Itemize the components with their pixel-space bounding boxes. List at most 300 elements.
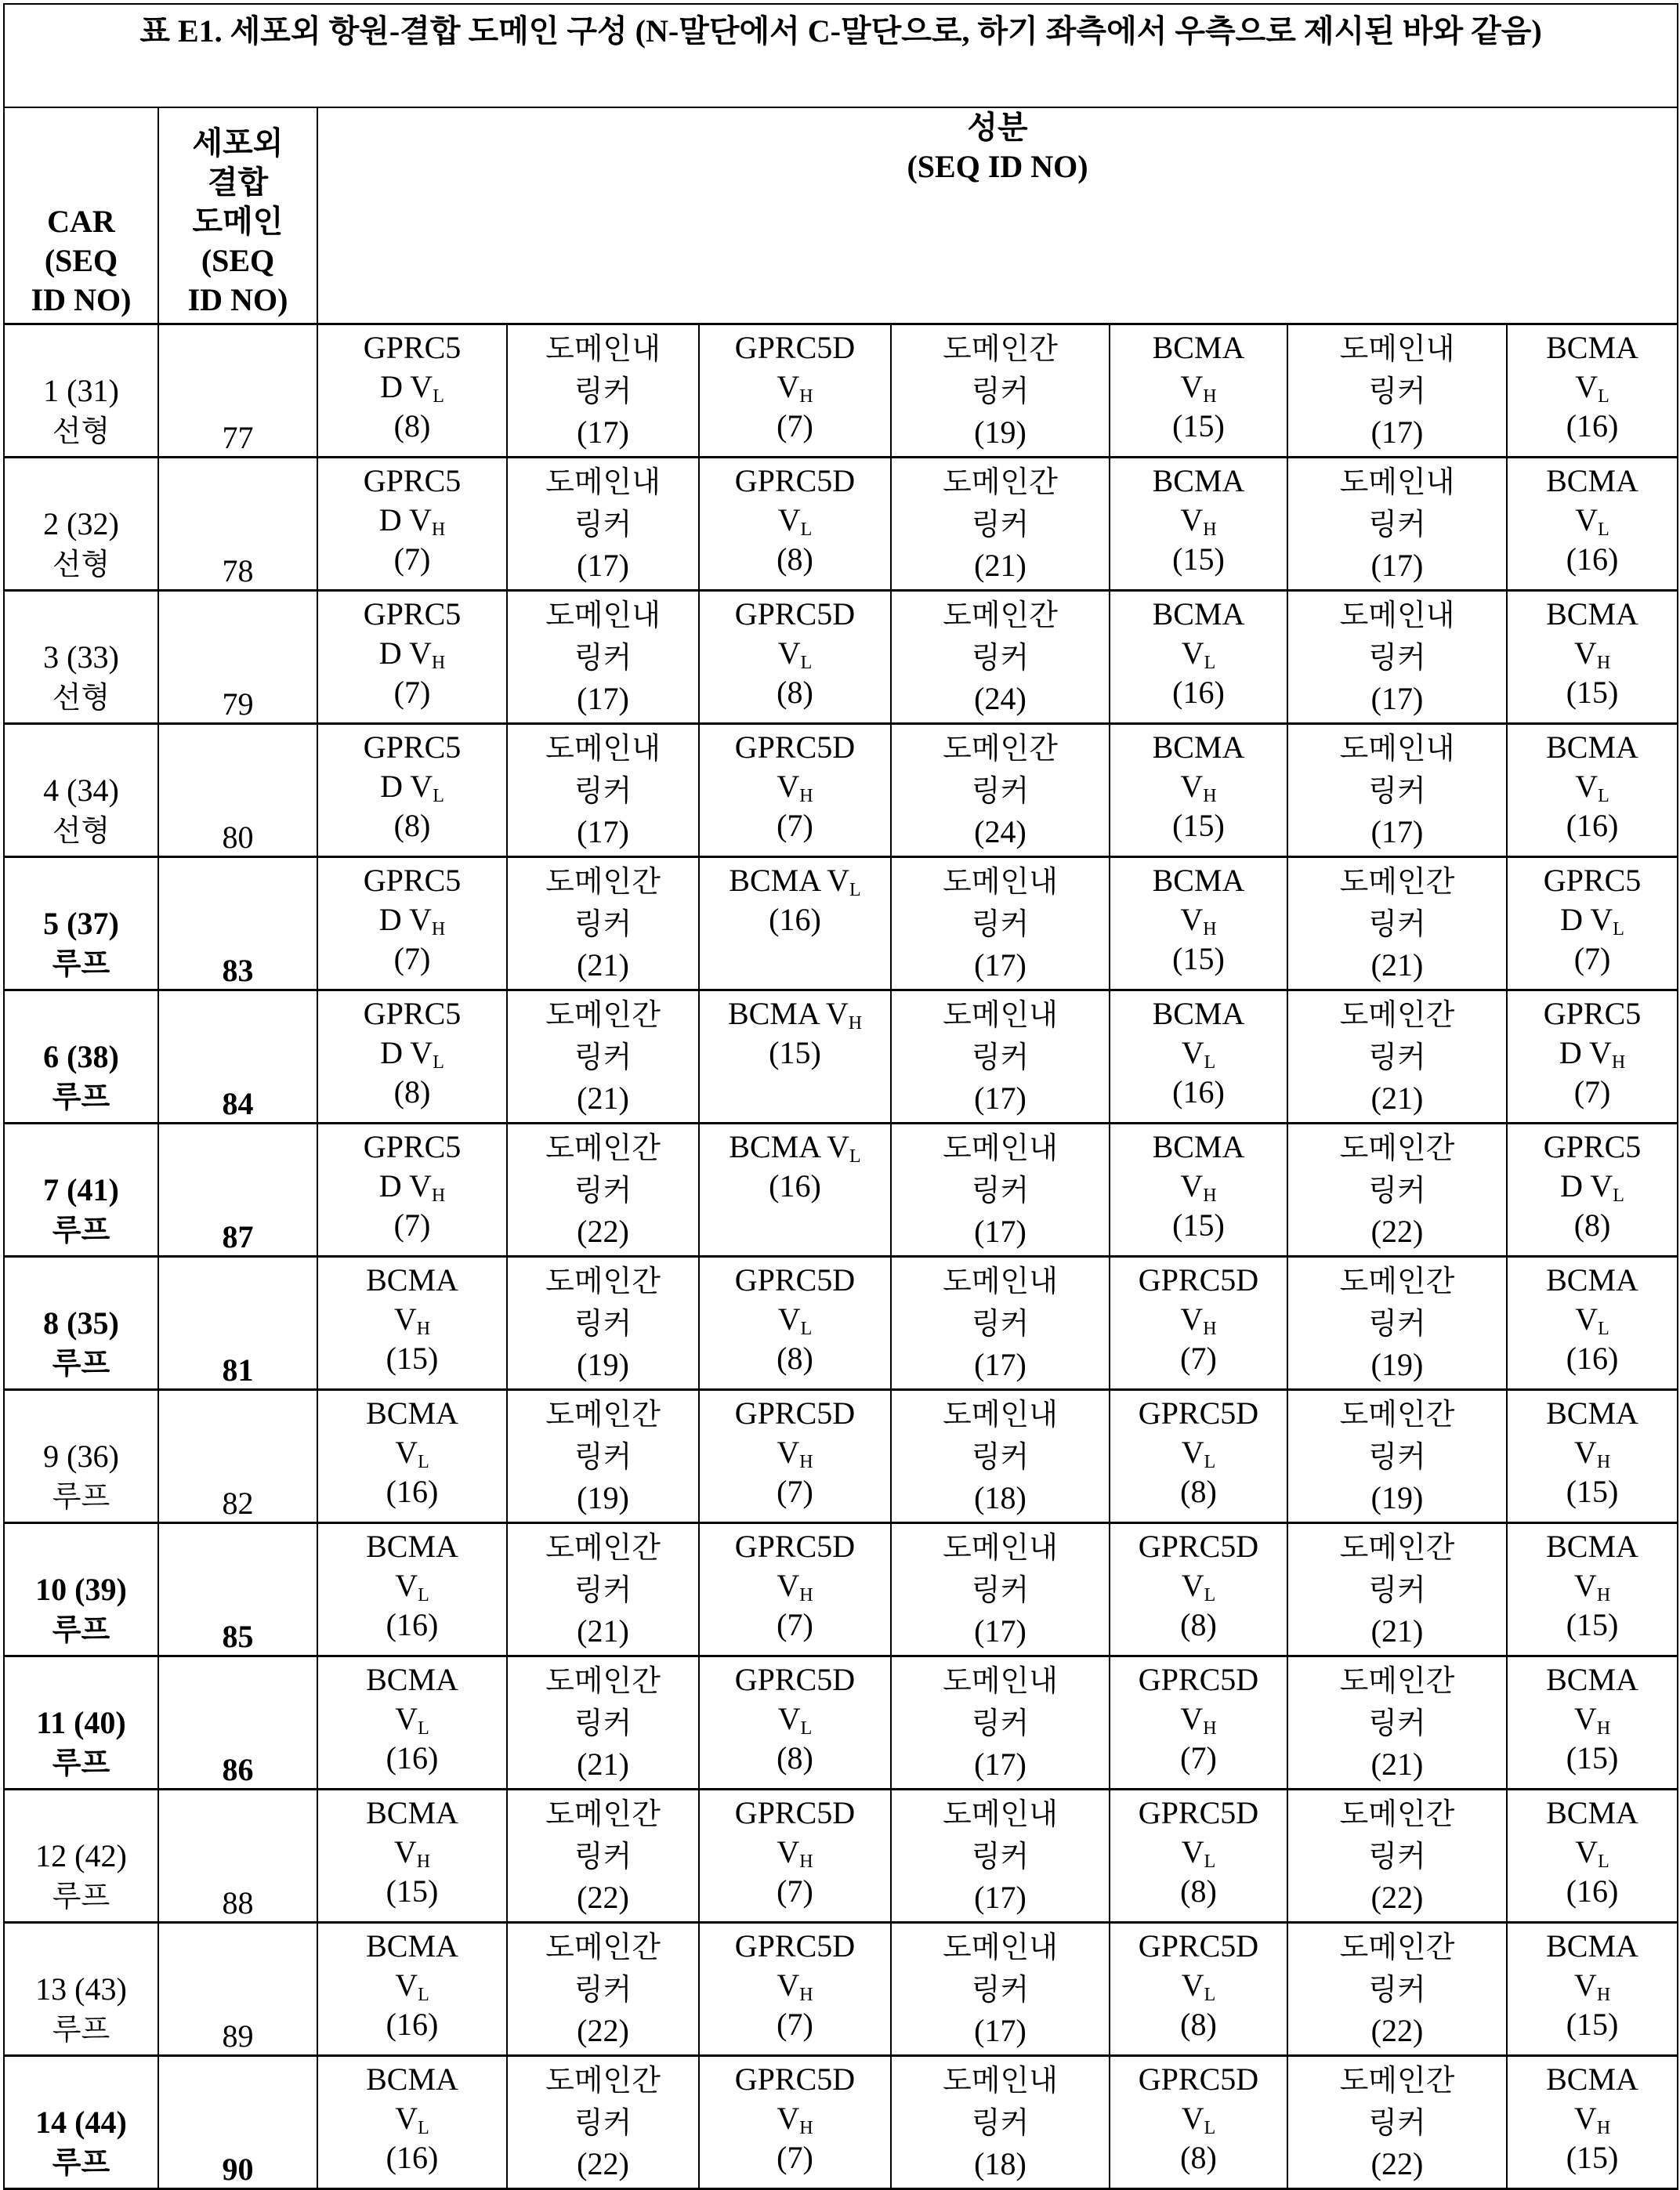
component-seq-id: (15): [1110, 1206, 1287, 1245]
component-text: 링커: [972, 775, 1029, 808]
component-label: [318, 1128, 506, 1167]
component-label: [318, 634, 506, 673]
component-text: 도메인내: [943, 999, 1058, 1032]
chain-subscript: L: [849, 880, 861, 900]
component-seq-id: (24): [892, 813, 1109, 852]
car-type: 루프: [5, 1876, 158, 1918]
component-seq-id: (17): [892, 1345, 1109, 1385]
car-type: 루프: [5, 1476, 158, 1519]
component-label: [318, 367, 506, 407]
component-seq-id: (21): [508, 1612, 698, 1651]
component-label: [1110, 1927, 1287, 1966]
component-cell: [1287, 2056, 1507, 2189]
component-text: 도메인간: [1340, 1399, 1455, 1432]
component-label: [1508, 1794, 1677, 1833]
component-label: [318, 1833, 506, 1872]
component-label: [1110, 1527, 1287, 1566]
component-cell: [317, 857, 507, 990]
component-cell: [1287, 1257, 1507, 1390]
component-label: [1110, 1794, 1287, 1833]
linker-label: [508, 1660, 698, 1703]
component-seq-id: (21): [1288, 1079, 1506, 1118]
component-text: BCMA: [1546, 330, 1638, 365]
linker-label: [892, 1660, 1109, 1703]
component-text: GPRC5D: [735, 463, 855, 498]
linker-label: [508, 1794, 698, 1836]
component-seq-id: (16): [318, 1739, 506, 1778]
component-text: 도메인내: [943, 1132, 1058, 1165]
component-seq-id: (7): [1110, 1739, 1287, 1778]
header-ecd-line: 결합: [159, 163, 317, 202]
component-cell: [891, 990, 1110, 1124]
extracellular-domain-seq-id: 78: [159, 553, 317, 589]
component-text: V: [1574, 1568, 1597, 1603]
car-id-cell: [4, 1656, 158, 1790]
component-cell: [1110, 324, 1287, 458]
linker-label: [1288, 328, 1506, 371]
component-label: [318, 728, 506, 767]
component-seq-id: (16): [1508, 407, 1677, 446]
linker-label: [892, 1170, 1109, 1212]
component-text: V: [1182, 2101, 1204, 2136]
component-text: BCMA: [1546, 1262, 1638, 1298]
component-text: GPRC5D: [1139, 1529, 1258, 1564]
component-seq-id: (22): [1288, 2011, 1506, 2051]
component-label: [700, 1128, 890, 1167]
component-cell: [891, 324, 1110, 458]
component-label: [1110, 1261, 1287, 1300]
component-label: [1110, 1033, 1287, 1073]
component-cell: [317, 1790, 507, 1923]
component-seq-id: (7): [700, 806, 890, 845]
linker-label: [508, 328, 698, 371]
component-text: 링커: [1368, 1441, 1425, 1474]
component-cell: [891, 1923, 1110, 2056]
header-components-line: (SEQ ID NO): [318, 147, 1677, 186]
table-row: [4, 2056, 1678, 2189]
component-text: 링커: [1368, 1175, 1425, 1207]
linker-label: [1288, 1703, 1506, 1745]
component-label: [1508, 1394, 1677, 1433]
linker-label: [1288, 903, 1506, 946]
chain-subscript: H: [799, 1452, 813, 1472]
component-text: BCMA: [1546, 729, 1638, 765]
component-text: V: [1182, 1967, 1204, 2003]
component-text: 도메인간: [943, 333, 1058, 366]
component-cell: [1507, 990, 1678, 1124]
component-cell: [699, 1923, 891, 2056]
component-text: 도메인내: [545, 599, 661, 632]
car-type: 선형: [5, 411, 158, 453]
component-seq-id: (8): [318, 1073, 506, 1112]
chain-subscript: L: [1204, 1585, 1216, 1605]
component-seq-id: (15): [1508, 1739, 1677, 1778]
component-label: [1110, 2099, 1287, 2138]
component-label: [318, 328, 506, 367]
component-text: 도메인간: [943, 733, 1058, 766]
component-text: BCMA: [1153, 463, 1245, 498]
component-cell: [1287, 1790, 1507, 1923]
chain-subscript: H: [1597, 2118, 1610, 2138]
linker-label: [508, 1261, 698, 1303]
component-cell: [507, 1257, 699, 1390]
component-text: V: [1575, 369, 1598, 404]
component-text: D V: [379, 1168, 432, 1204]
extracellular-domain-seq-id: 84: [159, 1086, 317, 1122]
component-label: [700, 767, 890, 806]
extracellular-domain-cell: [158, 591, 317, 724]
component-cell: [1110, 1923, 1287, 2056]
component-label: [1110, 1833, 1287, 1872]
linker-label: [508, 462, 698, 504]
extracellular-domain-seq-id: 81: [159, 1352, 317, 1388]
header-ecd-line: ID NO): [159, 281, 317, 320]
component-seq-id: (7): [700, 1872, 890, 1911]
component-cell: [891, 1257, 1110, 1390]
component-text: V: [777, 1967, 799, 2003]
component-label: [318, 462, 506, 501]
table-title: 표 E1. 세포외 항원-결합 도메인 구성 (N-말단에서 C-말단으로, 하기 좌측에서 우측으로 제시된 바와 같음): [4, 4, 1678, 107]
component-cell: [891, 2056, 1110, 2189]
chain-subscript: L: [418, 1585, 429, 1605]
chain-subscript: L: [418, 1718, 429, 1739]
component-seq-id: (7): [318, 1206, 506, 1245]
linker-label: [892, 1394, 1109, 1436]
component-label: [1110, 767, 1287, 806]
component-text: BCMA: [366, 1662, 458, 1697]
chain-subscript: H: [432, 919, 445, 939]
component-label: [1508, 1660, 1677, 1700]
car-type: 루프: [5, 1743, 158, 1785]
car-id: 5 (37): [5, 904, 158, 943]
component-text: BCMA: [1153, 596, 1245, 632]
component-cell: [1287, 1124, 1507, 1257]
component-label: [1508, 1167, 1677, 1206]
component-seq-id: (22): [508, 1212, 698, 1251]
component-text: 도메인내: [545, 733, 661, 766]
car-id-cell: [4, 1124, 158, 1257]
linker-label: [1288, 595, 1506, 637]
component-text: 도메인간: [545, 866, 661, 899]
component-label: [700, 1700, 890, 1739]
component-seq-id: (16): [1110, 1073, 1287, 1112]
extracellular-domain-cell: [158, 1656, 317, 1790]
component-text: V: [777, 1834, 799, 1870]
component-label: [700, 994, 890, 1033]
component-text: GPRC5D: [1139, 2061, 1258, 2097]
table-row: [4, 1124, 1678, 1257]
component-text: 링커: [972, 1441, 1029, 1474]
component-label: [1508, 1566, 1677, 1605]
component-cell: [1507, 324, 1678, 458]
linker-label: [892, 2060, 1109, 2102]
car-id-cell: [4, 1790, 158, 1923]
component-label: [700, 1566, 890, 1605]
extracellular-domain-cell: [158, 1790, 317, 1923]
component-text: 링커: [972, 1841, 1029, 1873]
component-text: V: [777, 2101, 799, 2136]
component-text: GPRC5D: [1139, 1928, 1258, 1964]
component-text: BCMA: [1546, 1795, 1638, 1830]
component-text: GPRC5D: [735, 1795, 855, 1830]
component-text: V: [778, 502, 801, 538]
extracellular-domain-cell: [158, 324, 317, 458]
linker-label: [1288, 1969, 1506, 2011]
component-cell: [507, 857, 699, 990]
linker-label: [1288, 1836, 1506, 1878]
car-type: 루프: [5, 2009, 158, 2051]
chain-subscript: H: [1203, 519, 1216, 540]
linker-label: [1288, 1660, 1506, 1703]
component-text: 도메인간: [1340, 866, 1455, 899]
component-seq-id: (15): [1110, 806, 1287, 845]
linker-label: [892, 504, 1109, 546]
component-cell: [317, 724, 507, 857]
linker-label: [892, 1436, 1109, 1479]
component-text: V: [395, 1967, 418, 2003]
linker-label: [892, 595, 1109, 637]
car-id: 2 (32): [5, 505, 158, 544]
component-label: [1508, 728, 1677, 767]
chain-subscript: L: [1598, 1852, 1609, 1872]
car-id: 14 (44): [5, 2103, 158, 2142]
component-seq-id: (19): [1288, 1345, 1506, 1385]
component-text: 링커: [1368, 509, 1425, 541]
component-cell: [1287, 1923, 1507, 2056]
component-text: 도메인간: [545, 999, 661, 1032]
table-row: [4, 1523, 1678, 1656]
component-text: GPRC5D: [1139, 1262, 1258, 1298]
linker-label: [892, 462, 1109, 504]
component-seq-id: (8): [700, 673, 890, 712]
car-type: 루프: [5, 2142, 158, 2185]
chain-subscript: H: [432, 519, 445, 540]
component-cell: [1287, 857, 1507, 990]
component-text: V: [1574, 635, 1597, 671]
chain-subscript: H: [1597, 1452, 1610, 1472]
extracellular-domain-seq-id: 83: [159, 953, 317, 989]
linker-label: [508, 1703, 698, 1745]
component-seq-id: (21): [1288, 1745, 1506, 1784]
component-label: [318, 1794, 506, 1833]
car-id-cell: [4, 458, 158, 591]
component-cell: [507, 990, 699, 1124]
component-cell: [1287, 724, 1507, 857]
component-text: 도메인간: [943, 599, 1058, 632]
linker-label: [508, 1394, 698, 1436]
component-seq-id: (7): [700, 407, 890, 446]
chain-subscript: H: [799, 2118, 813, 2138]
component-cell: [1287, 1390, 1507, 1523]
table-row: [4, 857, 1678, 990]
component-label: [318, 1300, 506, 1339]
component-text: 링커: [574, 908, 632, 941]
component-cell: [1507, 1790, 1678, 1923]
component-cell: [1110, 591, 1287, 724]
component-cell: [507, 1523, 699, 1656]
component-text: D V: [380, 1035, 433, 1070]
chain-subscript: H: [432, 653, 445, 673]
extracellular-domain-cell: [158, 1923, 317, 2056]
component-cell: [317, 1523, 507, 1656]
component-seq-id: (22): [1288, 1212, 1506, 1251]
chain-subscript: H: [1203, 1319, 1216, 1339]
component-label: [1508, 328, 1677, 367]
linker-label: [892, 728, 1109, 770]
component-text: GPRC5: [364, 729, 462, 765]
component-cell: [1287, 591, 1507, 724]
component-text: V: [1180, 769, 1203, 804]
component-text: V: [1575, 502, 1598, 538]
component-text: 링커: [972, 642, 1029, 675]
component-seq-id: (15): [318, 1339, 506, 1378]
component-cell: [317, 1124, 507, 1257]
chain-subscript: H: [1203, 786, 1216, 806]
car-type: 선형: [5, 810, 158, 852]
extracellular-domain-cell: [158, 1390, 317, 1523]
component-cell: [507, 1656, 699, 1790]
component-seq-id: (17): [892, 1878, 1109, 1917]
component-label: [1110, 1300, 1287, 1339]
component-text: GPRC5D: [735, 330, 855, 365]
component-text: V: [1180, 1701, 1203, 1736]
header-ecd-line: 도메인: [159, 202, 317, 241]
extracellular-domain-cell: [158, 1257, 317, 1390]
component-seq-id: (15): [318, 1872, 506, 1911]
component-text: BCMA: [1546, 2061, 1638, 2097]
component-text: 도메인간: [545, 1665, 661, 1698]
component-label: [1110, 1700, 1287, 1739]
component-seq-id: (8): [1110, 1605, 1287, 1645]
chain-subscript: H: [1203, 919, 1216, 939]
component-seq-id: (17): [508, 813, 698, 852]
car-id: 4 (34): [5, 771, 158, 810]
component-cell: [1507, 458, 1678, 591]
linker-label: [1288, 1037, 1506, 1079]
component-seq-id: (8): [318, 806, 506, 845]
component-label: [1508, 1300, 1677, 1339]
component-label: [318, 1394, 506, 1433]
component-seq-id: (8): [1508, 1206, 1677, 1245]
car-id: 3 (33): [5, 638, 158, 677]
car-id-cell: [4, 724, 158, 857]
component-text: 링커: [972, 1574, 1029, 1607]
component-label: [1508, 367, 1677, 407]
component-text: V: [394, 1301, 417, 1337]
component-cell: [699, 591, 891, 724]
component-label: [700, 2099, 890, 2138]
component-label: [700, 1527, 890, 1566]
component-cell: [1507, 1656, 1678, 1790]
component-cell: [699, 857, 891, 990]
linker-label: [892, 1128, 1109, 1170]
extracellular-domain-cell: [158, 724, 317, 857]
component-text: D V: [379, 902, 432, 937]
linker-label: [892, 1569, 1109, 1612]
component-label: [1110, 634, 1287, 673]
component-text: 링커: [1368, 1841, 1425, 1873]
component-text: 링커: [574, 1841, 632, 1873]
component-seq-id: (7): [700, 1605, 890, 1645]
component-label: [1508, 1927, 1677, 1966]
component-label: [318, 501, 506, 540]
component-seq-id: (16): [1508, 1872, 1677, 1911]
car-id: 9 (36): [5, 1437, 158, 1476]
component-seq-id: (21): [508, 1745, 698, 1784]
component-text: 도메인간: [943, 466, 1058, 499]
component-text: 도메인간: [545, 1532, 661, 1565]
component-text: 링커: [1368, 775, 1425, 808]
chain-subscript: L: [1598, 786, 1609, 806]
component-cell: [1110, 1523, 1287, 1656]
extracellular-domain-seq-id: 82: [159, 1486, 317, 1522]
component-text: D V: [379, 635, 432, 671]
car-type: 루프: [5, 1343, 158, 1385]
component-text: 링커: [972, 1175, 1029, 1207]
component-text: 링커: [574, 1974, 632, 2007]
component-text: 도메인내: [1340, 466, 1455, 499]
component-text: GPRC5D: [735, 729, 855, 765]
component-cell: [891, 1523, 1110, 1656]
table-row: [4, 324, 1678, 458]
car-id-cell: [4, 1390, 158, 1523]
component-seq-id: (15): [1508, 673, 1677, 712]
component-text: GPRC5: [364, 1129, 462, 1164]
component-label: [318, 1433, 506, 1472]
component-seq-id: (7): [1110, 1339, 1287, 1378]
component-text: 도메인간: [1340, 1132, 1455, 1165]
car-id-cell: [4, 857, 158, 990]
component-text: 링커: [1368, 1974, 1425, 2007]
component-cell: [1287, 1523, 1507, 1656]
component-text: 링커: [972, 375, 1029, 408]
component-text: V: [1180, 1301, 1203, 1337]
car-id-cell: [4, 1923, 158, 2056]
component-cell: [699, 1390, 891, 1523]
component-label: [1508, 1128, 1677, 1167]
car-id: 7 (41): [5, 1171, 158, 1210]
component-seq-id: (8): [1110, 1472, 1287, 1511]
linker-label: [508, 728, 698, 770]
linker-label: [508, 2060, 698, 2102]
extracellular-domain-seq-id: 85: [159, 1619, 317, 1655]
component-text: BCMA: [366, 1529, 458, 1564]
linker-label: [508, 1436, 698, 1479]
linker-label: [1288, 504, 1506, 546]
component-cell: [699, 1257, 891, 1390]
component-label: [1110, 900, 1287, 939]
car-id: 12 (42): [5, 1837, 158, 1876]
component-seq-id: (18): [892, 1479, 1109, 1518]
component-label: [318, 1566, 506, 1605]
component-seq-id: (21): [1288, 1612, 1506, 1651]
component-seq-id: (17): [1288, 546, 1506, 585]
component-text: V: [778, 635, 801, 671]
linker-label: [508, 1969, 698, 2011]
chain-subscript: L: [1204, 1852, 1216, 1872]
component-text: 도메인내: [943, 1798, 1058, 1831]
component-label: [318, 861, 506, 900]
component-cell: [1110, 1790, 1287, 1923]
component-text: 도메인간: [1340, 1798, 1455, 1831]
component-seq-id: (19): [508, 1345, 698, 1385]
component-seq-id: (19): [1288, 1479, 1506, 1518]
component-seq-id: (16): [318, 2138, 506, 2177]
car-id: 11 (40): [5, 1703, 158, 1743]
component-label: [700, 1794, 890, 1833]
linker-label: [508, 1569, 698, 1612]
component-text: V: [394, 1834, 417, 1870]
